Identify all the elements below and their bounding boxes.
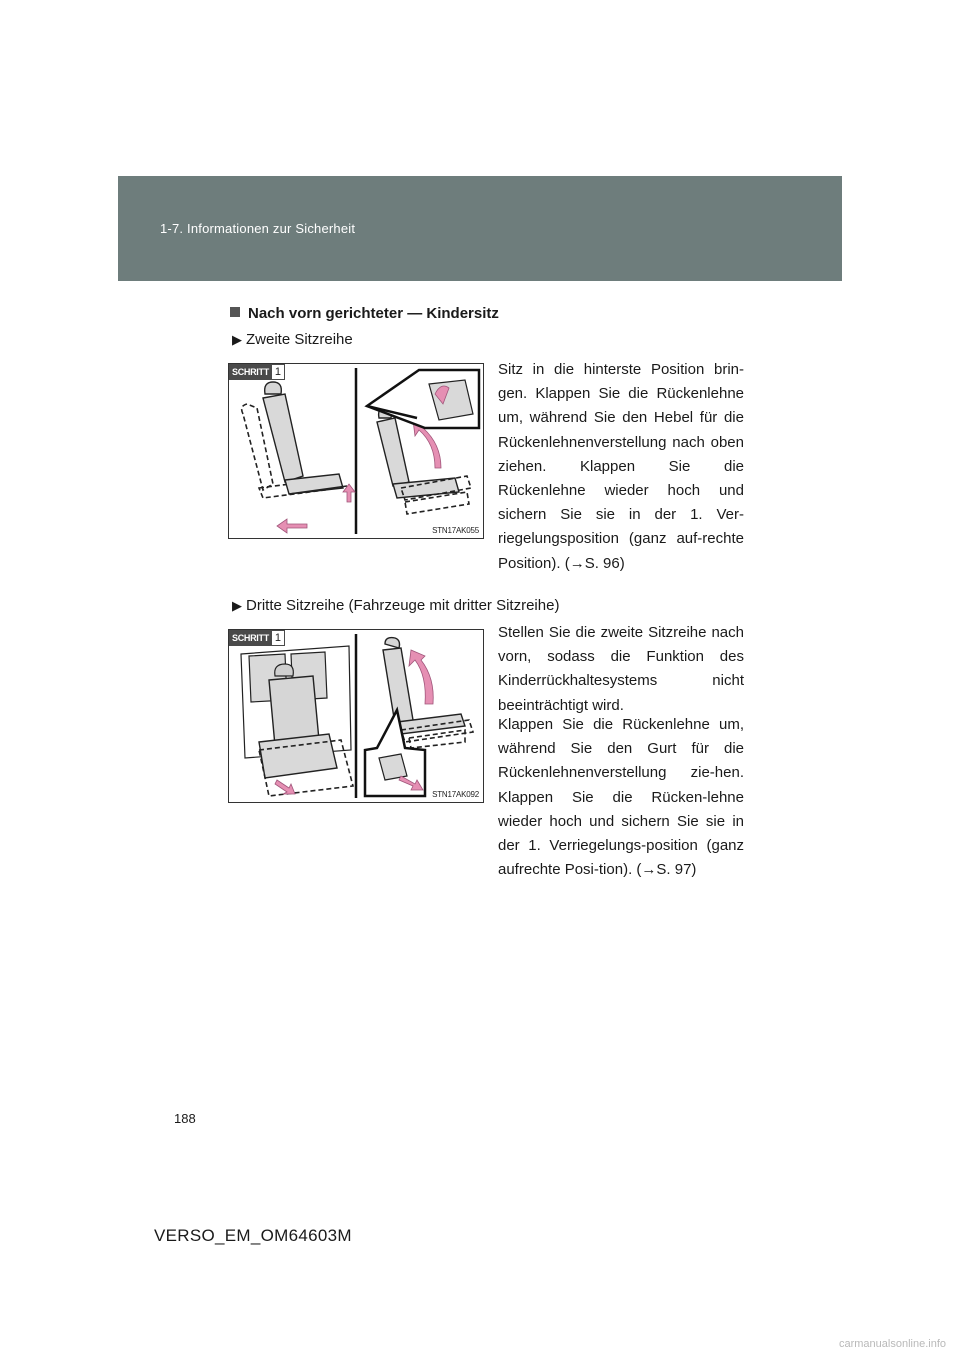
figure-code: STN17AK092	[432, 790, 479, 799]
section-title: 1-7. Informationen zur Sicherheit	[160, 221, 356, 236]
seat-illustration-second-row	[229, 364, 483, 538]
seat-illustration-third-row	[229, 630, 483, 802]
instruction-third-row-1: Stellen Sie die zweite Sitzreihe nach vorn, sodass die Funktion des Kinderrückhaltesystems nicht beeinträchtigt wird.	[498, 624, 744, 714]
instruction-third-row-2: Klappen Sie die Rückenlehne um, während Sie den Gurt für die Rückenlehnenverstellung zie-hen. Klappen Sie die Rücken-lehne wieder hoch und sichern Sie sie in der 1. Verriegelungs-position (ganz aufrechte Posi-tion). (→S. 97)	[498, 716, 744, 879]
figure-second-row	[228, 363, 484, 539]
step-badge: SCHRITT 1	[229, 630, 285, 646]
document-code: VERSO_EM_OM64603M	[154, 1226, 352, 1245]
instruction-second-row: Sitz in die hinterste Position brin-gen. Klappen Sie die Rückenlehne um, während Sie den Hebel für die Rückenlehnenverstellung nach oben ziehen. Klappen Sie die Rückenlehne wieder hoch und sichern Sie sie in der 1. Ver-riegelungsposition (ganz auf-rechte Position). (→S. 96)	[498, 361, 744, 572]
triangle-bullet-icon: ▶	[232, 332, 242, 347]
square-bullet-icon	[230, 307, 240, 317]
figure-code: STN17AK055	[432, 526, 479, 535]
figure-third-row	[228, 629, 484, 803]
watermark: carmanualsonline.info	[838, 1338, 946, 1350]
subheading-third-row: ▶ Dritte Sitzreihe (Fahrzeuge mit dritter Sitzreihe)	[232, 597, 560, 614]
section-heading	[230, 305, 499, 322]
page-number: 188	[174, 1111, 196, 1126]
subheading-second-row: ▶ Zweite Sitzreihe	[232, 331, 353, 348]
triangle-bullet-icon: ▶	[232, 598, 242, 613]
step-badge: SCHRITT 1	[229, 364, 285, 380]
heading-text: Nach vorn gerichteter — Kindersitz	[248, 305, 499, 322]
